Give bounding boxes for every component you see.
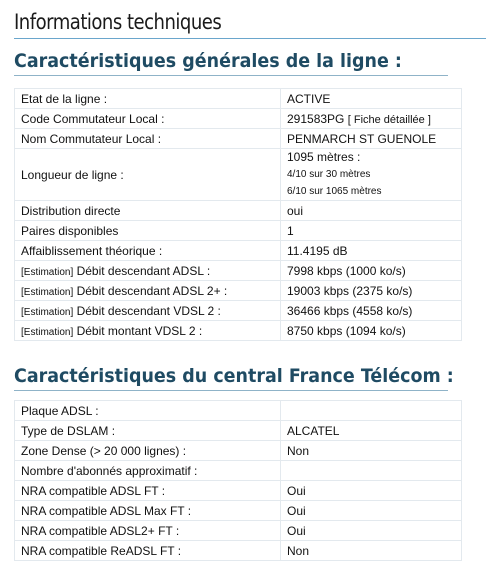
row-value: 19003 kbps (2375 ko/s): [281, 281, 462, 301]
page-title: Informations techniques: [14, 10, 222, 34]
row-value: 7998 kbps (1000 ko/s): [281, 261, 462, 281]
row-label: Etat de la ligne :: [15, 89, 281, 109]
row-value: PENMARCH ST GUENOLE: [281, 129, 462, 149]
row-label: Code Commutateur Local :: [15, 109, 281, 129]
section-divider-line: [14, 75, 448, 76]
table-row: [15, 521, 462, 541]
row-value: Non: [281, 441, 462, 461]
table-row: [15, 481, 462, 501]
table-row: [15, 321, 462, 341]
table-row: [15, 401, 462, 421]
row-value-cell: [281, 109, 462, 129]
table-row: [15, 89, 462, 109]
table-row: [15, 421, 462, 441]
row-label: NRA compatible ADSL FT :: [15, 481, 281, 501]
title-divider: [14, 38, 486, 39]
row-value: ALCATEL: [281, 421, 462, 441]
row-label: NRA compatible ADSL Max FT :: [15, 501, 281, 521]
table-row: [15, 241, 462, 261]
row-value-cell: [281, 149, 462, 201]
row-value: ACTIVE: [281, 89, 462, 109]
table-row: [15, 221, 462, 241]
row-value: 1: [281, 221, 462, 241]
fiche-detaillee-link[interactable]: [ Fiche détaillée ]: [347, 113, 431, 126]
table-row: [15, 501, 462, 521]
row-label-cell: [15, 301, 281, 321]
row-label-cell: [15, 281, 281, 301]
row-value: [281, 401, 462, 421]
row-label: Plaque ADSL :: [15, 401, 281, 421]
table-row: [15, 441, 462, 461]
row-label: Type de DSLAM :: [15, 421, 281, 441]
row-value: Non: [281, 541, 462, 561]
row-label: NRA compatible ReADSL FT :: [15, 541, 281, 561]
central-info-table: [14, 400, 462, 561]
row-label: Débit montant VDSL 2 :: [73, 323, 203, 338]
row-value: Oui: [281, 501, 462, 521]
row-label: Débit descendant ADSL :: [73, 263, 211, 278]
row-value: Oui: [281, 521, 462, 541]
table-row: [15, 149, 462, 201]
estimation-tag: [Estimation]: [21, 266, 74, 278]
row-label: Débit descendant ADSL 2+ :: [73, 283, 228, 298]
row-label-cell: [15, 321, 281, 341]
row-label: Distribution directe: [15, 201, 281, 221]
row-value: [281, 461, 462, 481]
section-divider-central: [14, 390, 448, 391]
row-value: Oui: [281, 481, 462, 501]
row-value: 1095 mètres :: [287, 150, 361, 164]
row-label: Zone Dense (> 20 000 lignes) :: [15, 441, 281, 461]
table-row: [15, 201, 462, 221]
section-heading-line: Caractéristiques générales de la ligne :: [14, 50, 402, 72]
row-label: NRA compatible ADSL2+ FT :: [15, 521, 281, 541]
row-value: 11.4195 dB: [281, 241, 462, 261]
line-info-table: [14, 88, 462, 341]
table-row: [15, 281, 462, 301]
row-label: Longueur de ligne :: [15, 149, 281, 201]
estimation-tag: [Estimation]: [21, 326, 74, 338]
table-row: [15, 109, 462, 129]
row-value: oui: [281, 201, 462, 221]
estimation-tag: [Estimation]: [21, 306, 74, 318]
row-value: 36466 kbps (4558 ko/s): [281, 301, 462, 321]
section-heading-central: Caractéristiques du central France Télécom :: [14, 365, 454, 387]
table-row: [15, 129, 462, 149]
row-value-detail: 6/10 sur 1065 mètres: [287, 186, 382, 197]
table-row: [15, 461, 462, 481]
row-value: 291583PG: [287, 111, 345, 126]
row-label: Nom Commutateur Local :: [15, 129, 281, 149]
row-label: Débit descendant VDSL 2 :: [73, 303, 221, 318]
row-label: Nombre d'abonnés approximatif :: [15, 461, 281, 481]
table-row: [15, 261, 462, 281]
row-label: Paires disponibles: [15, 221, 281, 241]
row-value: 8750 kbps (1094 ko/s): [281, 321, 462, 341]
row-value-detail: 4/10 sur 30 mètres: [287, 169, 371, 180]
row-label-cell: [15, 261, 281, 281]
row-label: Affaiblissement théorique :: [15, 241, 281, 261]
estimation-tag: [Estimation]: [21, 286, 74, 298]
table-row: [15, 541, 462, 561]
table-row: [15, 301, 462, 321]
